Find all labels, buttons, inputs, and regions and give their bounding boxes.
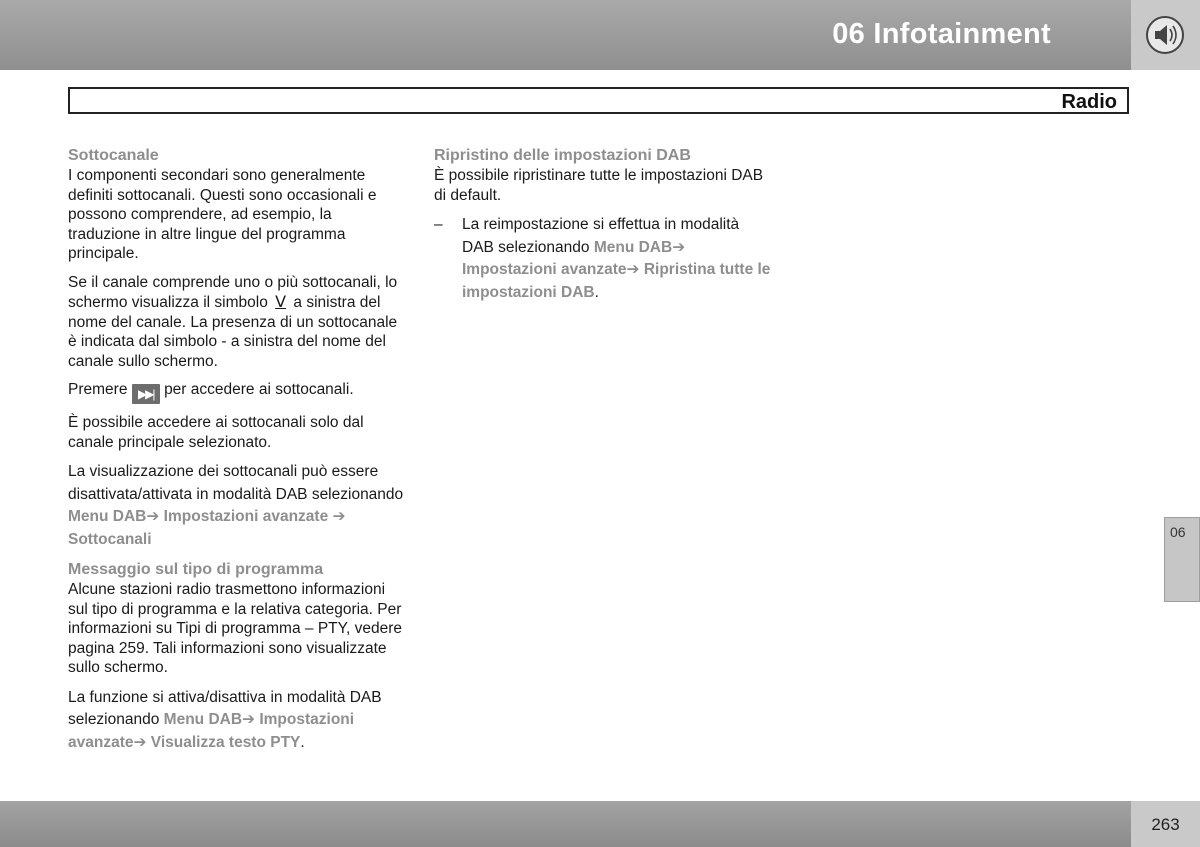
heading-programme-type: Messaggio sul tipo di programma	[68, 561, 324, 578]
text: per accedere ai sottocanali.	[164, 381, 354, 398]
middle-column	[434, 146, 774, 304]
paragraph	[68, 687, 408, 755]
paragraph	[68, 380, 408, 404]
paragraph: È possibile accedere ai sottocanali solo dal canale principale selezionato.	[68, 414, 364, 451]
list-item	[434, 214, 774, 304]
arrow-icon: ➔	[626, 261, 640, 278]
left-column	[68, 146, 408, 763]
menu-path-item: Impostazioni avanzate	[68, 711, 355, 751]
paragraph: I componenti secondari sono generalmente definiti sottocanali. Questi sono occasionali e possono comprendere, ad esempio, la traduzione in altre lingue del programma principale.	[68, 167, 377, 262]
menu-path-item: Impostazioni avanzate	[163, 508, 329, 525]
next-button-icon: ▶▶|	[132, 384, 160, 404]
menu-path-item: Visualizza testo PTY	[150, 733, 301, 751]
subchannel-symbol-icon: V	[275, 292, 287, 311]
heading-dab-reset: Ripristino delle impostazioni DAB	[434, 147, 691, 164]
menu-path-item: Impostazioni avanzate	[462, 261, 627, 278]
menu-path-item: Menu DAB	[593, 238, 673, 256]
arrow-icon: ➔	[242, 711, 256, 728]
text: La funzione si attiva/disattiva in modalità DAB selezionando	[68, 688, 382, 728]
menu-path-item: Sottocanali	[68, 530, 152, 548]
header-bar	[0, 0, 1131, 70]
arrow-icon: ➔	[332, 508, 346, 525]
arrow-icon: ➔	[146, 508, 160, 525]
side-tab-label: 06	[1170, 524, 1186, 540]
paragraph	[68, 273, 408, 372]
text: La visualizzazione dei sottocanali può essere disattivata/attivata in modalità DAB selezionando	[68, 463, 404, 503]
footer-bar	[0, 801, 1131, 847]
page-number-box	[1131, 801, 1200, 847]
text: La reimpostazione si effettua in modalità DAB selezionando	[462, 216, 740, 256]
section-title: Radio	[1061, 91, 1117, 113]
paragraph: È possibile ripristinare tutte le impostazioni DAB di default.	[434, 167, 764, 204]
text: Premere	[68, 381, 128, 398]
menu-path-item: Menu DAB	[68, 508, 147, 525]
text: .	[300, 733, 305, 751]
paragraph: Alcune stazioni radio trasmettono informazioni sul tipo di programma e la relativa categoria. Per informazioni su Tipi di programma – PTY, vedere pagina 259. Tali informazioni sono visualizzate sullo schermo.	[68, 581, 402, 676]
speaker-icon	[1145, 15, 1185, 55]
menu-path-item: Ripristina tutte le impostazioni DAB	[462, 261, 771, 301]
section-header	[68, 87, 1129, 114]
dash-bullet: –	[434, 216, 443, 233]
text: .	[594, 283, 599, 301]
arrow-icon: ➔	[672, 238, 686, 256]
chapter-title: 06 Infotainment	[832, 18, 1051, 50]
arrow-icon: ➔	[133, 733, 147, 751]
paragraph	[68, 461, 408, 551]
chapter-icon-box	[1131, 0, 1200, 70]
page-number: 263	[1151, 815, 1180, 834]
heading-subchannel: Sottocanale	[68, 147, 159, 164]
chapter-side-tab[interactable]	[1164, 517, 1200, 602]
text: Se il canale comprende uno o più sottocanali, lo schermo visualizza il simbolo	[68, 273, 398, 311]
menu-path-item: Menu DAB	[163, 711, 243, 728]
text: a sinistra del nome del canale. La presenza di un sottocanale è indicata dal simbolo - a sinistra del nome del canale sullo schermo.	[68, 294, 398, 370]
